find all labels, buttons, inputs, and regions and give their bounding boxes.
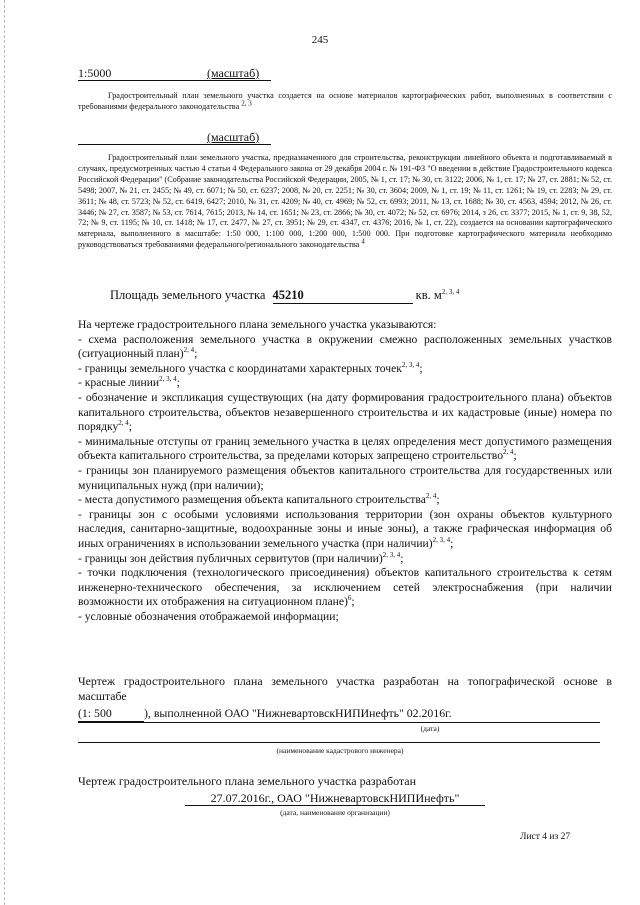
list-item-tail: ; xyxy=(450,536,454,550)
sheet-number: Лист 4 из 27 xyxy=(520,832,571,842)
page-number: 245 xyxy=(311,34,329,46)
list-item-sup: 2, 3, 4 xyxy=(401,360,420,369)
list-item-text: - схема расположения земельного участка в окружении смежно расположенных земельных участков (ситуационный план) xyxy=(78,332,612,361)
drawing-basis-scale-value: (1: 500 xyxy=(78,706,112,720)
caption-engineer: (наименование кадастрового инженера) xyxy=(276,746,404,755)
scale-1-label: (масштаб) xyxy=(207,66,260,80)
paragraph-linear-object-text: Градостроительный план земельного участка, предназначенного для строительства, реконструкции линейного объекта и подготавливаемый в случаях, предусмотренных частью 4 статьи 4 Федерального закона от 29 декабря 2004 г. № 191-ФЗ "О введении в действие Градостроительного кодекса Российской Федерации" (Собрание законодательства Российской Федерации, 2005, № 1, ст. 17; № 30, ст. 3122; 2006, № 1, ст. 17; № 27, ст. 2881; № 52, ст. 5498; 2007, № 21, ст. 2455; № 49, ст. 6071; № 50, ст. 6237; 2008, № 20, ст. 2251; № 30, ст. 3604; 2009, № 1, ст. 19; № 11, ст. 1261; № 19, ст. 2283; № 29, ст. 3611; № 48, ст. 5723; № 52, ст. 6419, 6427; 2010, № 31, ст. 4209; № 40, ст. 4969; № 52, ст. 6993; 2011, № 13, ст. 1688; № 30, ст. 4563, 4594; 2012, № 26, ст. 3446; № 27, ст. 3587; № 53, ст. 7614, 7615; 2013, № 14, ст. 1651; № 23, ст. 2866; № 30, ст. 4072; № 52, ст. 6976; 2014, з 26, ст. 3377; 2015, № 1, ст. 9, 38, 52, 72; № 9, ст. 1195; № 10, ст. 1418; № 17, ст. 2477, № 27, ст. 3951; № 29, ст. 4347, ст. 4376; 2016, № 1, ст. 22), создается на основании картографического материала, выполненного в масштабе: 1:50 000, 1:100 000, 1:200 000, 1:500 000. При подготовке картографического материала необходимо руководствоваться требованиями федерального/регионального законодательства xyxy=(78,153,612,250)
list-item-text: - красные линии xyxy=(78,376,160,390)
paragraph-linear-object-sup: 4 xyxy=(361,237,365,246)
paragraph-cartographic-text: Градостроительный план земельного участка создается на основе материалов картографических работ, выполненных в соответствии с требованиями федерального законодательства xyxy=(78,91,612,111)
scale-1-value: 1:5000 xyxy=(78,66,112,80)
list-item-tail: ; xyxy=(436,493,440,507)
list-item xyxy=(78,552,612,567)
list-item xyxy=(78,391,612,435)
list-item-tail: ; xyxy=(513,449,517,463)
list-item-text: - минимальные отступы от границ земельного участка в целях определения мест допустимого размещения объекта капитального строительства, за пределами которых запрещено строительство xyxy=(78,434,612,463)
list-item-sup: 2, 4 xyxy=(425,492,437,501)
list-item xyxy=(78,566,612,610)
list-item-text: - точки подключения (технологического присоединения) объектов капитального строительства к сетям инженерно-технического обеспечения, за исключением сетей электроснабжения (при наличии возможности их отображения на ситуационном плане) xyxy=(78,566,612,609)
list-intro: На чертеже градостроительного плана земельного участка указываются: xyxy=(78,318,437,331)
list-item-text: - условные обозначения отображаемой информации; xyxy=(78,609,339,623)
list-item-sup: 2, 4 xyxy=(503,448,514,457)
drawing-basis-text: Чертеж градостроительного плана земельного участка разработан на топографической основе в масштабе xyxy=(78,674,612,703)
list-item-tail: ; xyxy=(194,347,198,361)
developed-value: 27.07.2016г., ОАО "НижневартовскНИПИнефть" xyxy=(210,791,460,805)
area-unit: кв. м xyxy=(415,288,442,302)
drawing-basis-line-1 xyxy=(78,722,600,723)
list-item-text: - границы зон действия публичных сервитутов (при наличии) xyxy=(78,551,383,565)
paragraph-cartographic-sup: 2, 3 xyxy=(241,99,252,108)
list-item-text: - границы зон с особыми условиями использования территории (зон охраны объектов культурного наследия, санитарно-защитные, водоохранные зоны и иные зоны), а также графическая информация об иных ограничениях в использовании земельного участка (при наличии) xyxy=(78,507,612,550)
list-item-sup: 6 xyxy=(347,594,352,603)
developed-text: Чертеж градостроительного плана земельного участка разработан xyxy=(78,774,417,788)
drawing-basis-line-2 xyxy=(78,742,600,743)
caption-date: (дата) xyxy=(420,724,440,733)
list-items xyxy=(78,333,612,625)
drawing-contents-list xyxy=(78,318,612,624)
list-item xyxy=(78,376,612,391)
area-value-field xyxy=(273,288,413,304)
list-item-tail: ; xyxy=(419,361,423,375)
drawing-basis-scale-close: ), xyxy=(144,706,151,720)
list-item xyxy=(78,362,612,377)
list-item-sup: 2, 3, 4 xyxy=(159,375,177,384)
area-row xyxy=(110,288,459,304)
area-value: 45210 xyxy=(272,288,304,302)
list-item xyxy=(78,508,612,552)
list-item-tail: ; xyxy=(351,595,355,609)
list-item-tail: ; xyxy=(128,420,133,434)
drawing-basis-scale-row xyxy=(78,706,612,722)
scale-2-label: (масштаб) xyxy=(207,130,260,144)
scan-edge xyxy=(0,0,5,905)
list-item-sup: 2, 4 xyxy=(118,419,129,428)
list-item xyxy=(78,493,612,508)
area-label: Площадь земельного участка xyxy=(110,288,266,302)
developed-underline xyxy=(185,805,485,806)
list-item-text: - границы земельного участка с координатами характерных точек xyxy=(78,361,402,375)
list-item-sup: 2, 4 xyxy=(183,346,195,355)
list-item-text: - места допустимого размещения объекта капитального строительства xyxy=(78,493,426,507)
paragraph-linear-object xyxy=(78,153,612,251)
list-item-text: - обозначение и экспликация существующих (на дату формирования градостроительного плана) объектов капитального строительства, объектов незавершенного строительства и их кадастровые (иные) номера по порядку xyxy=(78,390,612,434)
list-item-tail: ; xyxy=(400,551,404,565)
list-item xyxy=(78,610,612,625)
area-sup: 2, 3, 4 xyxy=(441,287,460,296)
list-item-sup: 2, 3, 4 xyxy=(382,550,401,559)
caption-organization: (дата, наименование организации) xyxy=(280,808,390,817)
list-item-text: - границы зон планируемого размещения объектов капитального строительства для государственных или муниципальных нужд (при наличии); xyxy=(78,463,612,492)
list-item-tail: ; xyxy=(176,376,180,390)
drawing-basis-performed: выполненной ОАО "НижневартовскНИПИнефть" 02.2016г. xyxy=(153,706,452,720)
list-item xyxy=(78,435,612,464)
list-item xyxy=(78,333,612,362)
list-item-sup: 2, 3, 4 xyxy=(432,536,451,545)
paragraph-cartographic xyxy=(78,90,612,112)
list-item xyxy=(78,464,612,493)
drawing-basis-scale-field xyxy=(78,706,144,722)
